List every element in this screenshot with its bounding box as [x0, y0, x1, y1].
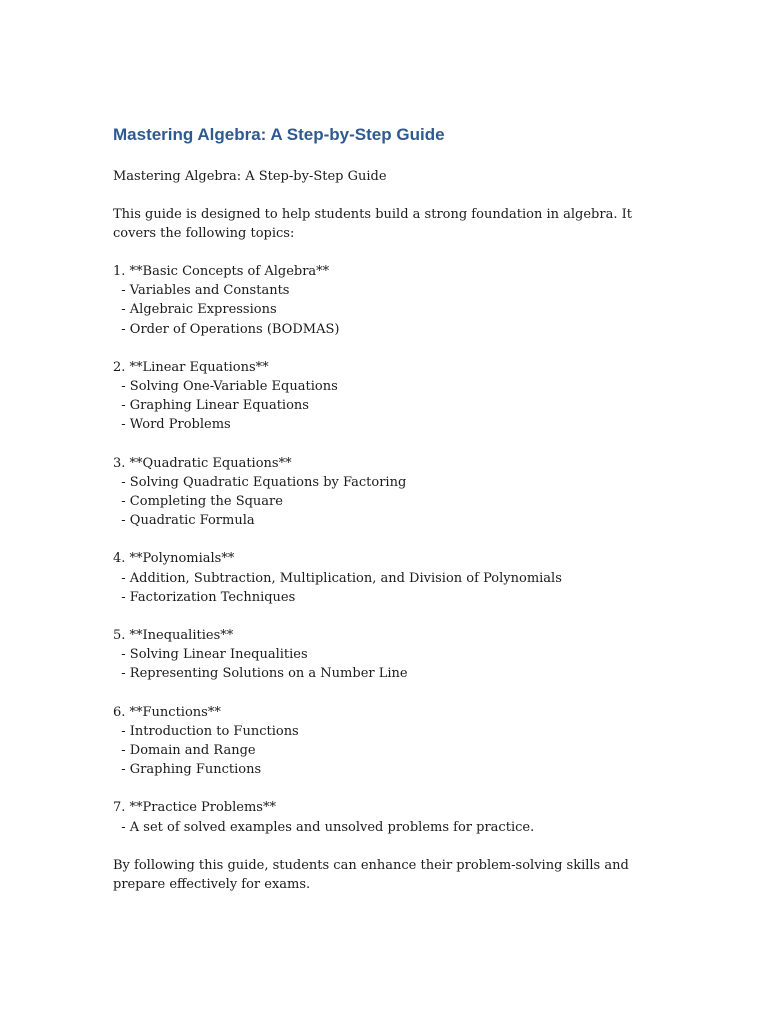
topic-section	[113, 703, 653, 780]
list-item: - Introduction to Functions	[113, 723, 299, 739]
topic-section	[113, 358, 653, 435]
section-heading: 1. **Basic Concepts of Algebra**	[113, 264, 330, 279]
section-heading: 3. **Quadratic Equations**	[113, 455, 292, 471]
list-item: - Completing the Square	[113, 494, 283, 510]
list-item: - Graphing Functions	[113, 762, 262, 778]
list-item: - Algebraic Expressions	[113, 302, 277, 318]
list-item: - Quadratic Formula	[113, 513, 255, 529]
list-item: - Variables and Constants	[113, 283, 290, 299]
list-item: - Representing Solutions on a Number Line	[113, 666, 408, 682]
list-item: - Addition, Subtraction, Multiplication, and Division of Polynomials	[113, 570, 562, 586]
closing-paragraph: By following this guide, students can enhance their problem-solving skills and prepare effectively for exams.	[113, 857, 629, 892]
topic-section	[113, 454, 653, 531]
subtitle-line: Mastering Algebra: A Step-by-Step Guide	[113, 169, 387, 184]
topic-section	[113, 262, 653, 339]
section-heading: 4. **Polynomials**	[113, 551, 235, 567]
document-page	[113, 124, 653, 913]
list-item: - Solving Quadratic Equations by Factoring	[113, 474, 407, 490]
list-item: - A set of solved examples and unsolved problems for practice.	[113, 819, 535, 835]
section-heading: 7. **Practice Problems**	[113, 800, 276, 816]
topic-section	[113, 798, 653, 836]
section-heading: 5. **Inequalities**	[113, 628, 234, 644]
list-item: - Graphing Linear Equations	[113, 398, 309, 414]
intro-paragraph: This guide is designed to help students build a strong foundation in algebra. It covers the following topics:	[113, 207, 632, 241]
section-heading: 2. **Linear Equations**	[113, 359, 269, 375]
topic-section	[113, 549, 653, 607]
topic-section	[113, 626, 653, 684]
list-item: - Word Problems	[113, 417, 231, 433]
document-title: Mastering Algebra: A Step-by-Step Guide	[113, 125, 445, 144]
list-item: - Order of Operations (BODMAS)	[113, 321, 340, 337]
list-item: - Solving One-Variable Equations	[113, 379, 338, 395]
list-item: - Solving Linear Inequalities	[113, 647, 308, 663]
list-item: - Factorization Techniques	[113, 589, 296, 605]
section-heading: 6. **Functions**	[113, 704, 221, 720]
list-item: - Domain and Range	[113, 743, 256, 759]
